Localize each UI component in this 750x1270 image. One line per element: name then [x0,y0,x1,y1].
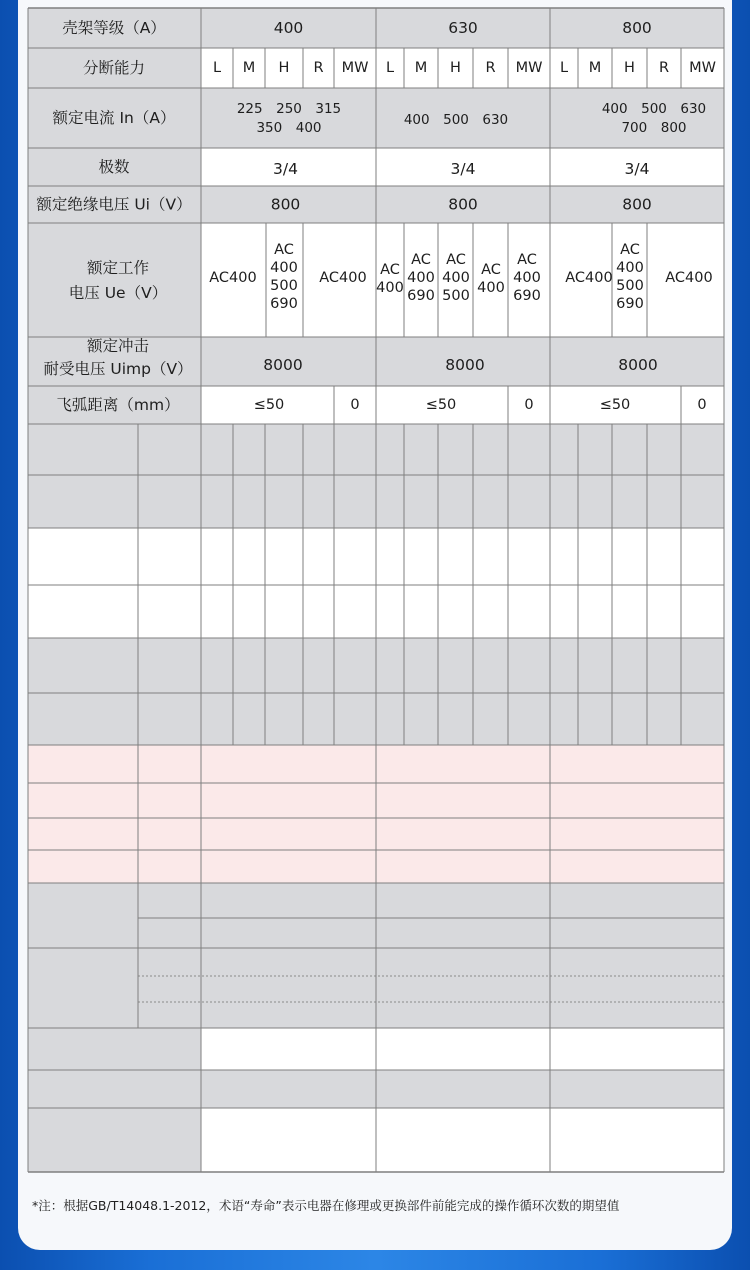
breaking-letter: R [313,60,324,76]
breaking-label: 分断能力 [82,59,146,77]
breaking-letter: M [588,60,602,76]
rated-current-400: 225 250 315 [236,101,342,117]
poles-value: 3/4 [624,160,650,178]
breaking-letter: L [559,60,569,76]
working-value: 400 [616,260,644,276]
working-value: 690 [616,296,644,312]
impulse-value: 8000 [263,356,303,374]
working-value: 500 [442,288,470,304]
arc-label: 飞弧距离（mm） [56,396,180,414]
poles-value: 3/4 [450,160,476,178]
rated-current-630: 400 500 630 [403,112,509,128]
impulse-label: 耐受电压 Uimp（V） [43,360,193,378]
label-bg [28,223,201,337]
arc-value: ≤50 [253,397,285,413]
working-value: AC [380,262,400,278]
working-value: AC [274,242,294,258]
working-value: AC400 [209,270,257,286]
breaking-letter: MW [515,60,543,76]
breaking-letter: L [385,60,395,76]
frame-value: 630 [448,19,478,37]
breaking-letter: R [658,60,670,76]
working-label: 额定工作 [86,259,150,277]
impulse-label: 额定冲击 [86,337,150,355]
insulation-label: 额定绝缘电压 Ui（V） [36,195,192,214]
breaking-letter: MW [689,60,716,76]
breaking-letter: R [485,60,496,76]
insulation-value: 800 [270,195,301,214]
working-value: AC [446,252,466,268]
working-value: 500 [270,278,298,294]
working-value: AC400 [665,270,713,286]
working-value: 500 [616,278,644,294]
breaking-letter: L [212,60,222,76]
working-value: AC400 [565,270,613,286]
rated-current-400: 350 400 [256,120,322,136]
working-value: AC [411,252,431,268]
arc-value: 0 [524,397,534,413]
rated-current-label: 额定电流 In（A） [52,109,176,127]
insulation-value: 800 [448,195,478,214]
frame-label: 壳架等级（A） [62,19,166,37]
working-value: 690 [407,288,435,304]
breaking-letter: M [414,60,428,76]
working-value: 400 [442,270,470,286]
working-value: 400 [477,280,505,296]
rated-current-800: 400 500 630 [601,101,707,117]
working-value: 400 [376,280,404,296]
poles-label: 极数 [98,158,130,176]
arc-value: ≤50 [599,397,631,413]
working-value: 690 [270,296,298,312]
arc-value: 0 [350,397,360,413]
label-bg [28,1108,201,1172]
working-label: 电压 Ue（V） [68,284,168,302]
frame-value: 800 [622,19,652,37]
impulse-value: 8000 [445,356,485,374]
arc-value: 0 [697,397,707,413]
label-bg [28,528,201,638]
arc-value: ≤50 [425,397,457,413]
poles-value: 3/4 [273,160,298,178]
working-value: AC [517,252,537,268]
breaking-letter: H [278,60,290,76]
working-value: AC [620,242,640,258]
working-value: AC400 [319,270,367,286]
breaking-letter: MW [341,60,369,76]
impulse-value: 8000 [618,356,658,374]
rated-current-800: 700 800 [621,120,687,136]
insulation-value: 800 [622,195,652,214]
breaking-letter: H [624,60,635,76]
breaking-letter: M [242,60,256,76]
breaking-letter: H [450,60,461,76]
working-value: 400 [513,270,541,286]
working-value: 400 [270,260,298,276]
working-value: AC [481,262,501,278]
working-value: 400 [407,270,435,286]
label-bg [28,1028,201,1070]
frame-value: 400 [273,19,304,37]
footnote: *注：根据GB/T14048.1-2012，术语“寿命”表示电器在修理或更换部件前能完成的操作循环次数的期望值 [32,1198,620,1213]
working-value: 690 [513,288,541,304]
